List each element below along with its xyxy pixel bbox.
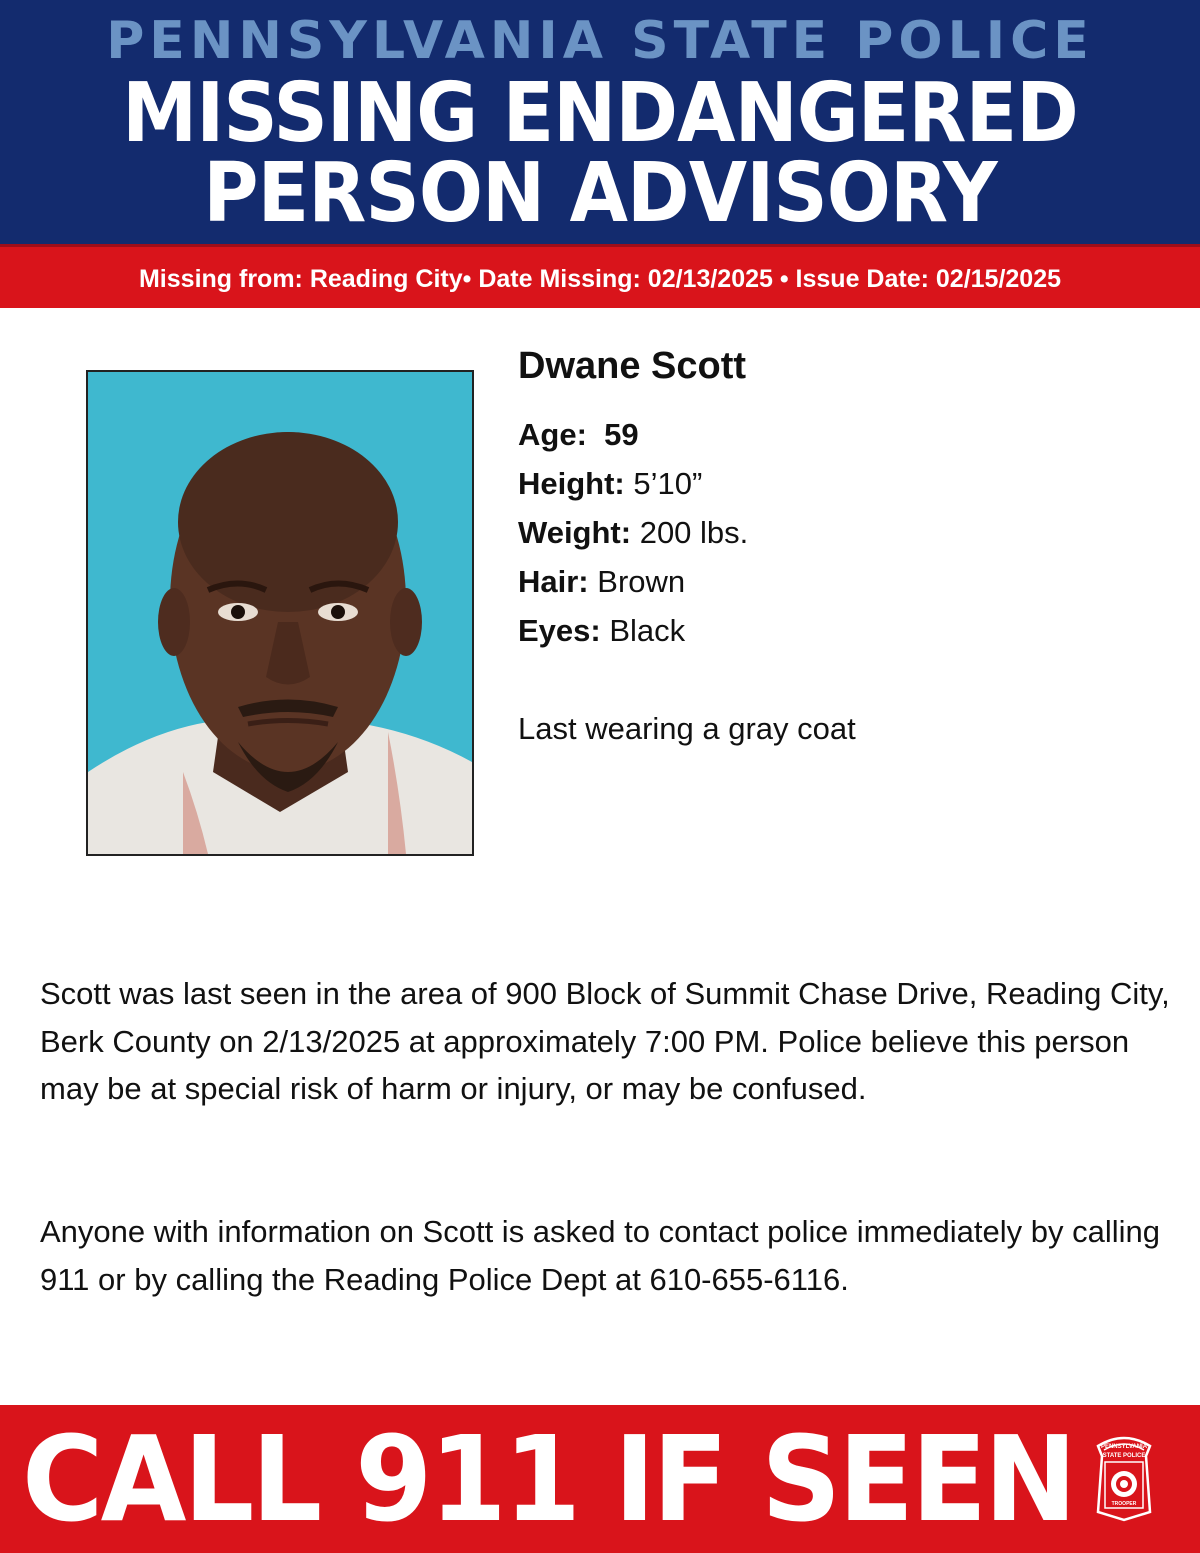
- agency-name: PENNSYLVANIA STATE POLICE: [106, 11, 1094, 71]
- fact-height: [518, 459, 748, 508]
- advisory-title-line1: MISSING ENDANGERED: [122, 66, 1078, 161]
- fact-label: Age:: [518, 417, 587, 452]
- fact-weight: [518, 508, 748, 557]
- fact-label: Hair:: [518, 564, 589, 599]
- info-bar-text: Missing from: Reading City• Date Missing: 02/13/2025 • Issue Date: 02/15/2025: [138, 265, 1062, 293]
- call-to-action: CALL 911 IF SEEN: [22, 1410, 1075, 1548]
- contact-paragraph: Anyone with information on Scott is asked to contact police immediately by calling 911 or by calling the Reading Police Dept at 610-655-6116.: [40, 1214, 1161, 1297]
- fact-value: 5’10”: [633, 466, 703, 501]
- fact-value: 200 lbs.: [639, 515, 749, 550]
- state-police-badge-icon: [1094, 1432, 1154, 1522]
- advisory-header: [0, 0, 1200, 244]
- fact-label: Eyes:: [518, 613, 601, 648]
- last-seen-paragraph: Scott was last seen in the area of 900 Block of Summit Chase Drive, Reading City, Berk County on 2/13/2025 at approximately 7:00 PM. Police believe this person may be at special risk of harm or injury, or may be confused.: [40, 976, 1170, 1106]
- advisory-title-line2: PERSON ADVISORY: [203, 146, 997, 241]
- missing-person-photo: [86, 370, 474, 856]
- info-bar: [0, 244, 1200, 308]
- fact-label: Weight:: [518, 515, 632, 550]
- svg-text:TROOPER: TROOPER: [1111, 1501, 1137, 1507]
- fact-value: Black: [609, 613, 686, 648]
- call-911-banner: [0, 1405, 1200, 1553]
- fact-hair: [518, 557, 748, 606]
- person-name: Dwane Scott: [518, 345, 747, 387]
- fact-value: 59: [604, 417, 639, 452]
- fact-age: [518, 410, 748, 459]
- fact-value: Brown: [597, 564, 686, 599]
- svg-text:STATE POLICE: STATE POLICE: [1102, 1453, 1146, 1459]
- person-facts: [518, 410, 748, 655]
- fact-eyes: [518, 606, 748, 655]
- last-wearing: Last wearing a gray coat: [518, 711, 856, 746]
- person-portrait-icon: [88, 372, 472, 854]
- svg-text:PENNSYLVANIA: PENNSYLVANIA: [1100, 1444, 1148, 1450]
- fact-label: Height:: [518, 466, 625, 501]
